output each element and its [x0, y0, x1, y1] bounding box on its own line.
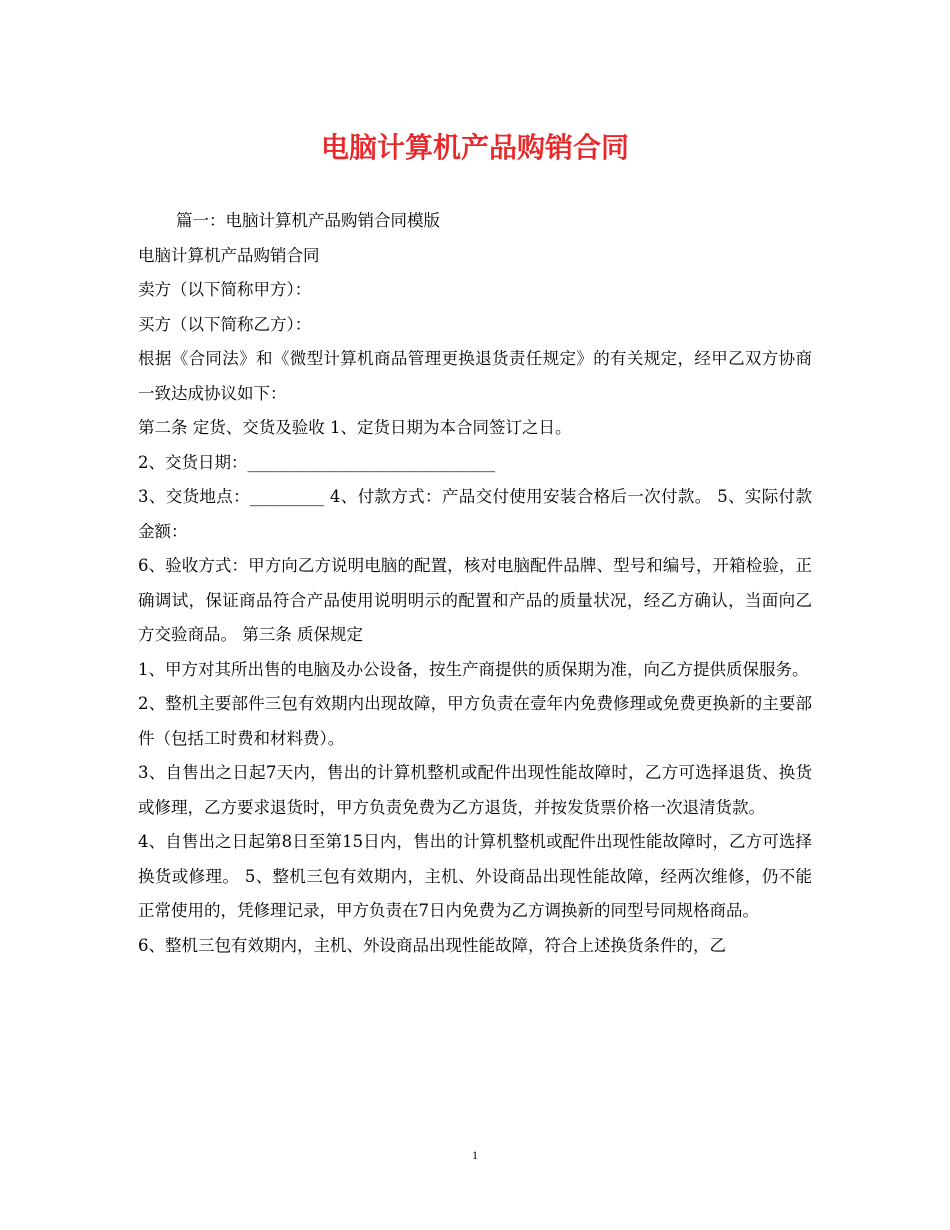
- delivery-date-line: 2、交货日期：______________________________: [138, 452, 495, 472]
- preamble-paragraph: 根据《合同法》和《微型计算机商品管理更换退货责任规定》的有关规定，经甲乙双方协商一致达成协议如下：: [138, 349, 812, 403]
- warranty-item-1: 1、甲方对其所出售的电脑及办公设备，按生产商提供的质保期为准，向乙方提供质保服务。: [138, 659, 809, 679]
- seller-line: 卖方（以下简称甲方）：: [138, 280, 312, 299]
- delivery-location-paragraph: 3、交货地点：_________ 4、付款方式：产品交付使用安装合格后一次付款。 5、实际付款金额：: [138, 487, 812, 541]
- warranty-item-4: 4、自售出之日起第8日至第15日内，售出的计算机整机或配件出现性能故障时，乙方可选择换货或修理。 5、整机三包有效期内，主机、外设商品出现性能故障，经两次维修，仍不能正常使用的，凭修理记录，甲方负责在7日内免费为乙方调换新的同型号同规格商品。: [138, 832, 812, 920]
- page-number: 1: [472, 1148, 478, 1162]
- document-title: 电脑计算机产品购销合同: [320, 131, 629, 164]
- section-heading: 篇一：电脑计算机产品购销合同模版: [176, 211, 440, 230]
- acceptance-paragraph: 6、验收方式：甲方向乙方说明电脑的配置，核对电脑配件品牌、型号和编号，开箱检验，正确调试，保证商品符合产品使用说明明示的配置和产品的质量状况，经乙方确认，当面向乙方交验商品。 第三条 质保规定: [138, 556, 812, 644]
- article-two-heading: 第二条 定货、交货及验收 1、定货日期为本合同签订之日。: [138, 418, 572, 437]
- document-body: [138, 204, 812, 963]
- warranty-item-6: 6、整机三包有效期内，主机、外设商品出现性能故障，符合上述换货条件的，乙: [138, 935, 726, 955]
- contract-name: 电脑计算机产品购销合同: [138, 245, 320, 265]
- buyer-line: 买方（以下简称乙方）：: [138, 314, 312, 334]
- warranty-item-2: 2、整机主要部件三包有效期内出现故障，甲方负责在壹年内免费修理或免费更换新的主要部件（包括工时费和材料费）。: [138, 694, 812, 748]
- warranty-item-3: 3、自售出之日起7天内，售出的计算机整机或配件出现性能故障时，乙方可选择退货、换货或修理，乙方要求退货时，甲方负责免费为乙方退货，并按发货票价格一次退清货款。: [138, 763, 812, 817]
